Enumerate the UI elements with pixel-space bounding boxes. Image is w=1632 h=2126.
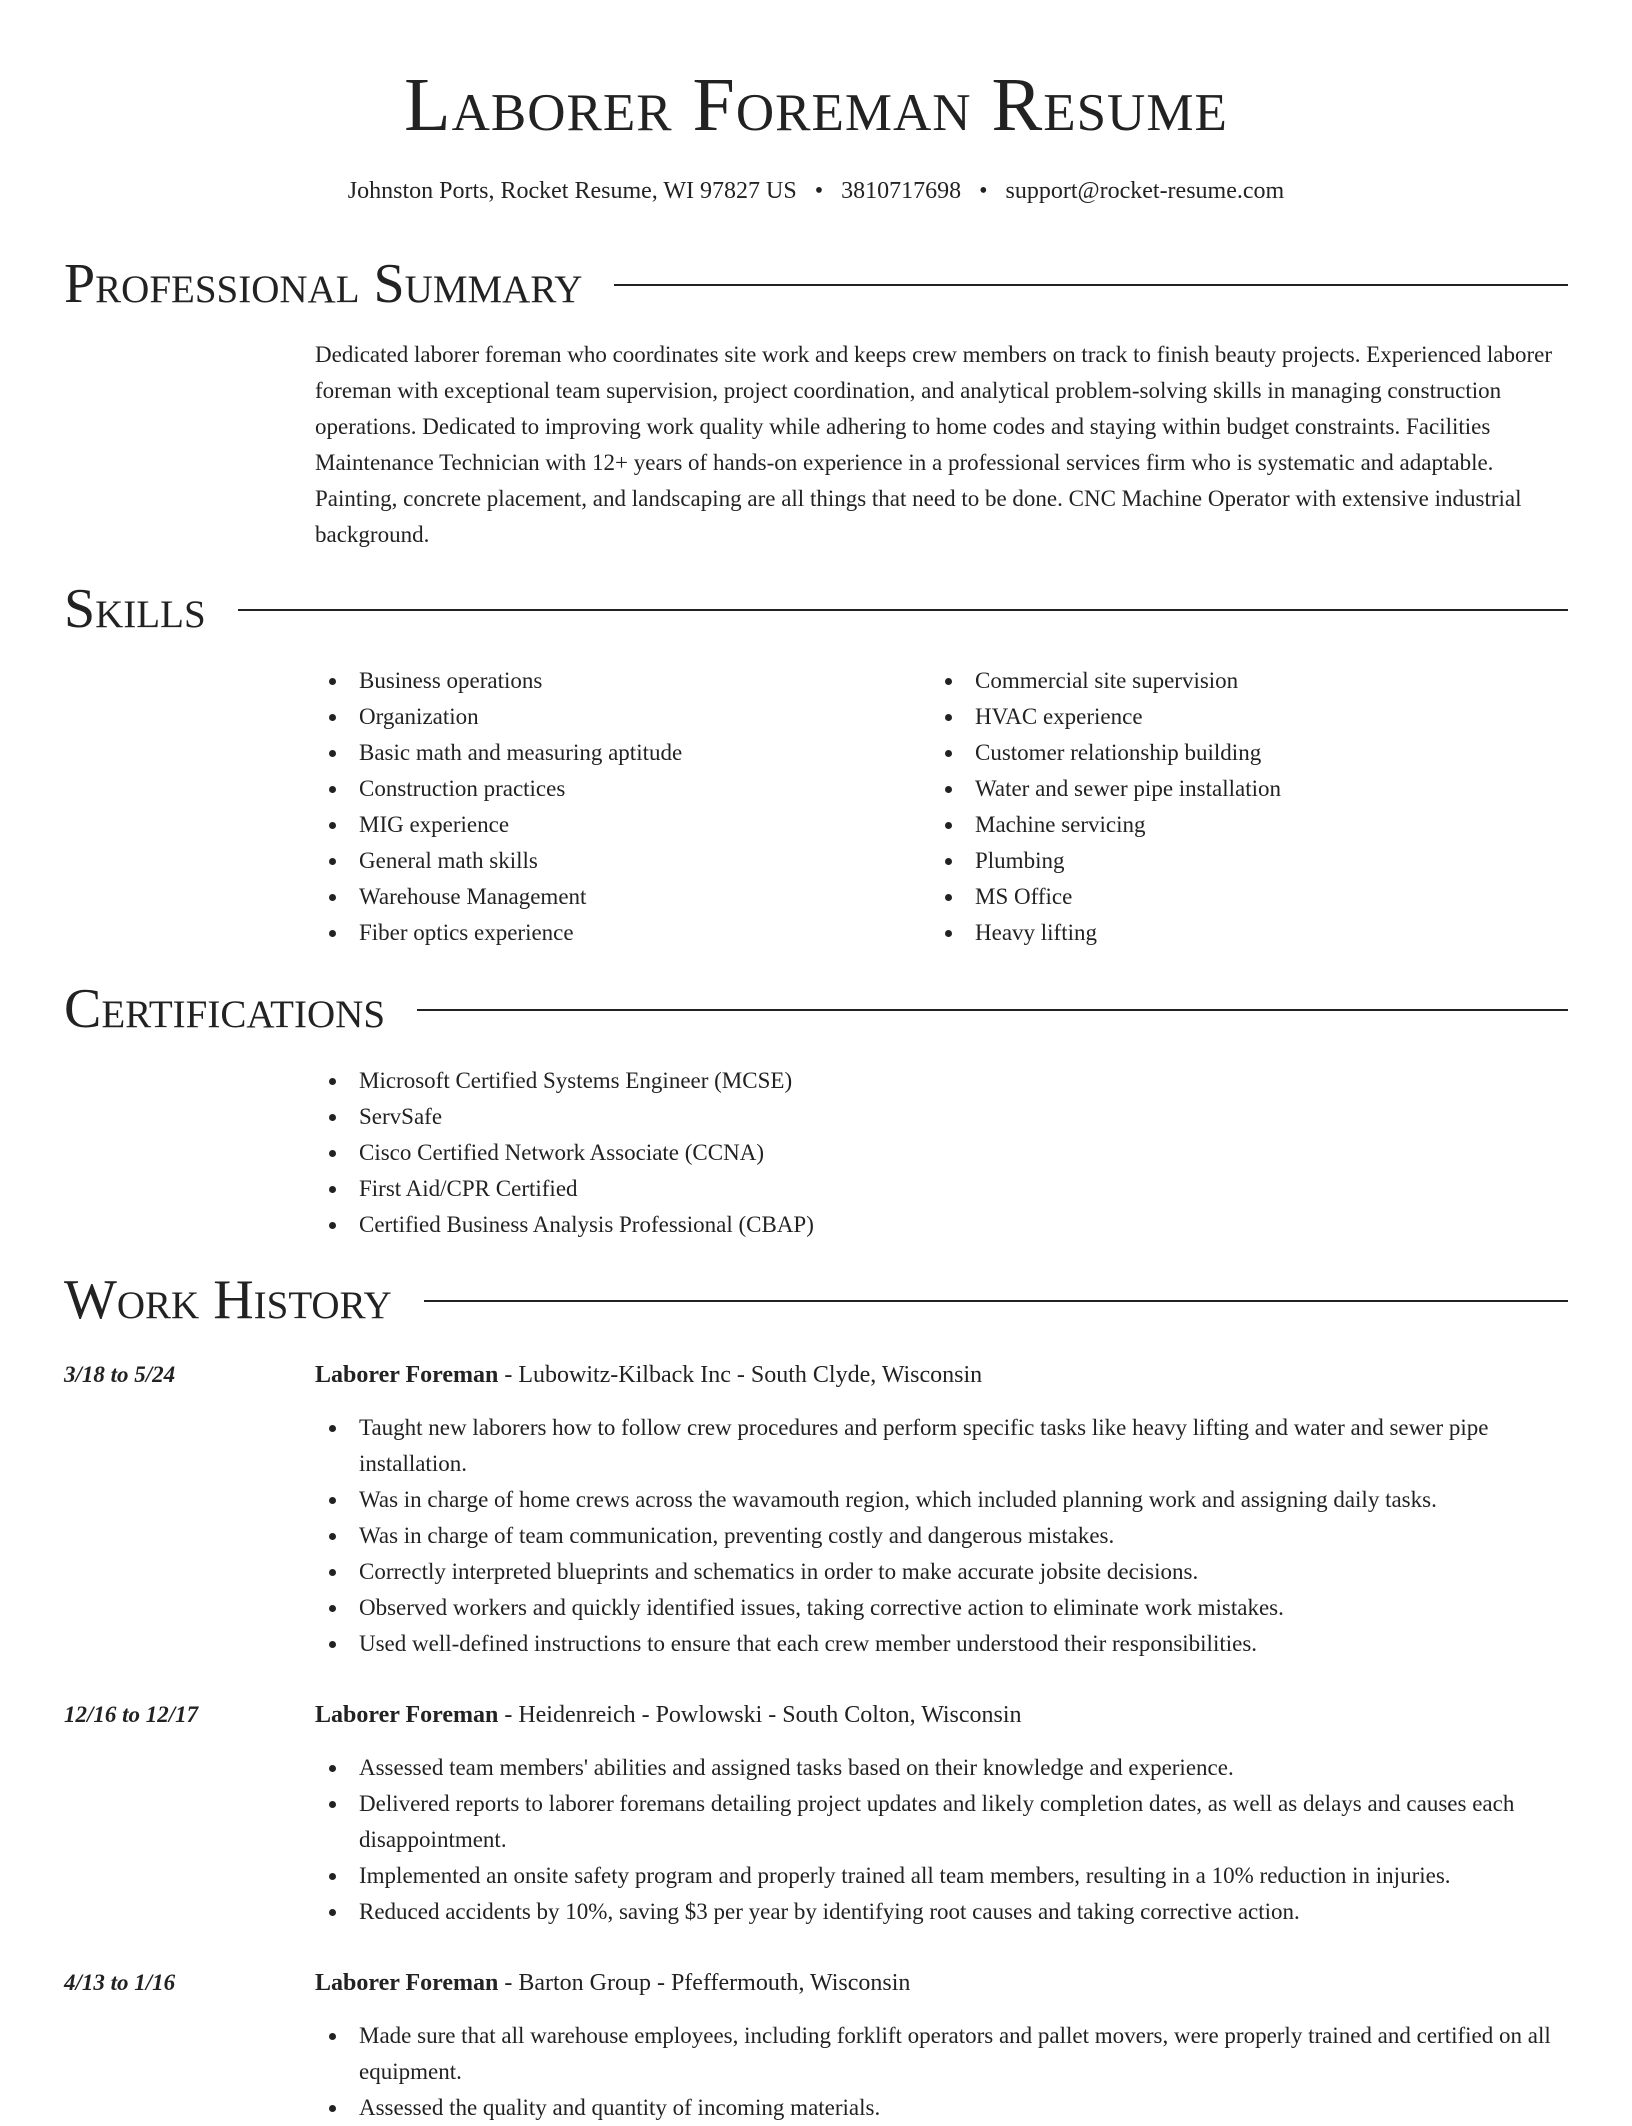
skill-item: Plumbing	[931, 843, 1551, 879]
skills-heading: Skills	[64, 578, 206, 640]
section-divider	[417, 1009, 1568, 1011]
skill-item: Business operations	[315, 663, 915, 699]
summary-text: Dedicated laborer foreman who coordinates site work and keeps crew members on track to finish beauty projects. Experienced laborer foreman with exceptional team supervision, project coordination, and analytical problem-solving skills in managing construction operations. Dedicated to improving work quality while adhering to home codes and staying within budget constraints. Facilities Maintenance Technician with 12+ years of hands-on experience in a professional services firm who is systematic and adaptable. Painting, concrete placement, and landscaping are all things that need to be done. CNC Machine Operator with extensive industrial background.	[315, 342, 1553, 547]
resume-title: Laborer Foreman Resume	[404, 63, 1228, 147]
certification-item: Certified Business Analysis Professional (CBAP)	[315, 1207, 1215, 1243]
summary-heading: Professional Summary	[64, 253, 583, 315]
skill-item: Basic math and measuring aptitude	[315, 735, 915, 771]
job-bullet: Was in charge of home crews across the wavamouth region, which included planning work and assigning daily tasks.	[315, 1482, 1565, 1518]
job-header	[315, 1698, 1565, 1732]
job-bullet: Made sure that all warehouse employees, including forklift operators and pallet movers, were properly trained and certified on all equipment.	[315, 2018, 1565, 2090]
section-divider	[424, 1300, 1568, 1302]
skills-section-header	[64, 577, 1568, 641]
contact-address: Johnston Ports, Rocket Resume, WI 97827 US	[347, 178, 797, 204]
job-dates: 4/13 to 1/16	[64, 1970, 176, 1995]
skill-item: Customer relationship building	[931, 735, 1551, 771]
work-section-header	[64, 1268, 1568, 1332]
skill-item: Organization	[315, 699, 915, 735]
job-bullet: Assessed the quality and quantity of incoming materials.	[315, 2090, 1565, 2126]
job-bullet: Observed workers and quickly identified issues, taking corrective action to eliminate work mistakes.	[315, 1590, 1565, 1626]
skill-item: General math skills	[315, 843, 915, 879]
job-header	[315, 1358, 1565, 1392]
skill-item: Heavy lifting	[931, 915, 1551, 951]
job-title: Laborer Foreman	[315, 1702, 499, 1728]
job-bullets	[315, 1410, 1565, 1662]
section-divider	[238, 609, 1568, 611]
work-heading: Work History	[64, 1269, 392, 1331]
job-bullet: Correctly interpreted blueprints and schematics in order to make accurate jobsite decisions.	[315, 1554, 1565, 1590]
certification-item: First Aid/CPR Certified	[315, 1171, 1215, 1207]
job-bullet: Reduced accidents by 10%, saving $3 per year by identifying root causes and taking corrective action.	[315, 1894, 1565, 1930]
section-divider	[614, 284, 1568, 286]
job-header	[315, 1966, 1565, 2000]
certification-item: ServSafe	[315, 1099, 1215, 1135]
contact-line	[0, 174, 1632, 208]
job-dates: 12/16 to 12/17	[64, 1702, 199, 1727]
skill-item: Machine servicing	[931, 807, 1551, 843]
certification-item: Microsoft Certified Systems Engineer (MCSE)	[315, 1063, 1215, 1099]
skills-list-right	[931, 663, 1551, 951]
job-company: - Heidenreich - Powlowski - South Colton, Wisconsin	[498, 1702, 1022, 1728]
certifications-section-header	[64, 977, 1568, 1041]
job-company: - Lubowitz-Kilback Inc - South Clyde, Wisconsin	[498, 1362, 983, 1388]
contact-phone: 3810717698	[841, 178, 962, 204]
certification-item: Cisco Certified Network Associate (CCNA)	[315, 1135, 1215, 1171]
certifications-heading: Certifications	[64, 978, 386, 1040]
summary-section-header	[64, 252, 1568, 316]
job-bullet: Delivered reports to laborer foremans detailing project updates and likely completion dates, as well as delays and causes each disappointment.	[315, 1786, 1565, 1858]
skill-item: Water and sewer pipe installation	[931, 771, 1551, 807]
job-bullet: Was in charge of team communication, preventing costly and dangerous mistakes.	[315, 1518, 1565, 1554]
contact-separator: •	[814, 178, 824, 204]
skills-list-left	[315, 663, 915, 951]
skill-item: Commercial site supervision	[931, 663, 1551, 699]
skill-item: Warehouse Management	[315, 879, 915, 915]
job-bullet: Assessed team members' abilities and assigned tasks based on their knowledge and experience.	[315, 1750, 1565, 1786]
job-bullet: Used well-defined instructions to ensure that each crew member understood their responsibilities.	[315, 1626, 1565, 1662]
job-title: Laborer Foreman	[315, 1362, 499, 1388]
job-dates: 3/18 to 5/24	[64, 1362, 176, 1387]
contact-email: support@rocket-resume.com	[1005, 178, 1285, 204]
job-bullets	[315, 1750, 1565, 1930]
skill-item: HVAC experience	[931, 699, 1551, 735]
job-title: Laborer Foreman	[315, 1970, 499, 1996]
contact-separator: •	[979, 178, 988, 204]
skill-item: Construction practices	[315, 771, 915, 807]
skill-item: Fiber optics experience	[315, 915, 915, 951]
skill-item: MIG experience	[315, 807, 915, 843]
skill-item: MS Office	[931, 879, 1551, 915]
job-bullets	[315, 2018, 1565, 2126]
job-company: - Barton Group - Pfeffermouth, Wisconsin	[498, 1970, 911, 1996]
job-bullet: Taught new laborers how to follow crew procedures and perform specific tasks like heavy lifting and water and sewer pipe installation.	[315, 1410, 1565, 1482]
job-bullet: Implemented an onsite safety program and properly trained all team members, resulting in a 10% reduction in injuries.	[315, 1858, 1565, 1894]
certifications-list	[315, 1063, 1215, 1243]
